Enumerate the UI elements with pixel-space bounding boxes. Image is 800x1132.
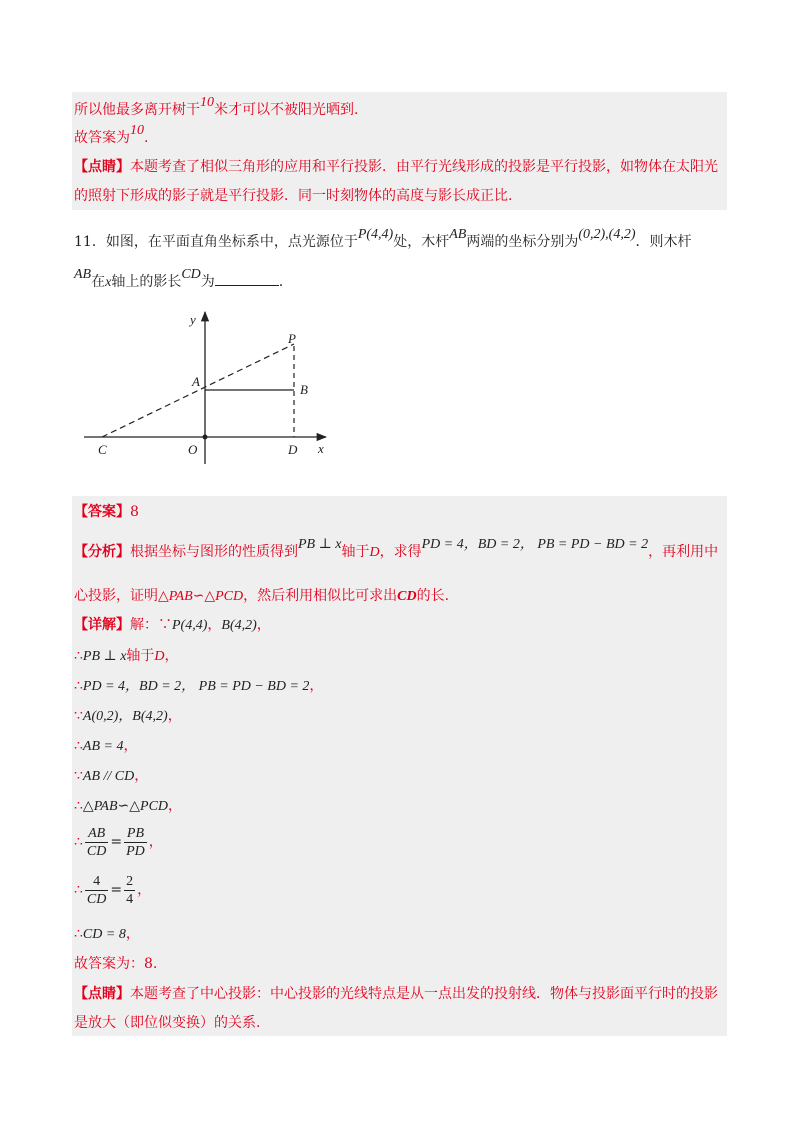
fraction-pb-pd: $\frac{PB}{PD}$ [126, 825, 145, 859]
prev-solution-line-2: 故答案为10. [74, 123, 149, 146]
label-a: A [192, 374, 200, 389]
detail-line-9: ∴CD = 8， [74, 926, 140, 942]
detail-line-1: ∴PB ⊥ x轴于D， [74, 648, 179, 664]
detail-tag: 【详解】 [74, 617, 130, 633]
fraction-2-4: $\frac{2}{4}$ [126, 873, 134, 907]
detail-line-4: ∴AB = 4， [74, 738, 138, 754]
fraction-ab-cd: $\frac{AB}{CD}$ [86, 825, 107, 859]
label-o: O [188, 442, 198, 457]
answer-tag: 【答案】 [74, 504, 130, 520]
question-number: 11． [74, 234, 106, 250]
tip-tag-2: 【点睛】 [74, 986, 130, 1002]
final-answer-line: 故答案为：8. [74, 956, 158, 972]
tip-line-1: 【点睛】本题考查了中心投影：中心投影的光线特点是从一点出发的投射线．物体与投影面平行时的投影 [74, 986, 718, 1002]
detail-line-7: ∴ $\frac{AB}{CD}$ = $\frac{PB}{PD}$ ， [74, 825, 163, 859]
label-y: y [190, 312, 196, 327]
question-line-1: 11．如图，在平面直角坐标系中，点光源位于P(4,4)处，木杆AB两端的坐标分别为(0,2),(4,2)．则木杆 [74, 227, 692, 250]
label-c: C [98, 442, 107, 457]
label-x: x [318, 441, 324, 456]
label-d: D [288, 442, 298, 457]
tip-line-2: 是放大（即位似变换）的关系. [74, 1015, 261, 1031]
origin-dot [203, 435, 208, 440]
coordinate-figure [78, 306, 358, 476]
detail-line-6: ∴△PAB∽△PCD， [74, 798, 183, 814]
solution-band-answer [72, 496, 727, 1036]
prev-solution-line-1: 所以他最多离开树干10米才可以不被阳光晒到. [74, 95, 359, 118]
label-p: P [288, 331, 296, 346]
answer-blank [215, 273, 279, 286]
analysis-line-2: 心投影，证明△PAB∽△PCD，然后利用相似比可求出CD的长. [74, 588, 450, 604]
detail-line-8: ∴ $\frac{4}{CD}$ = $\frac{2}{4}$ ， [74, 873, 152, 907]
detail-line-0: 【详解】解：∵P(4,4)，B(4,2)， [74, 617, 271, 633]
question-line-2: AB在x轴上的影长CD为 . [74, 267, 284, 290]
fraction-4-cd: $\frac{4}{CD}$ [86, 873, 107, 907]
detail-line-2: ∴PD = 4，BD = 2， PB = PD − BD = 2， [74, 678, 324, 694]
analysis-tag: 【分析】 [74, 544, 130, 560]
prev-tip-line-2: 的照射下形成的影子就是平行投影．同一时刻物体的高度与影长成正比. [74, 188, 513, 204]
tip-tag: 【点睛】 [74, 159, 130, 175]
label-b: B [300, 382, 308, 397]
analysis-line-1: 【分析】根据坐标与图形的性质得到PB ⊥ x轴于D，求得PD = 4，BD = 2， PB = PD − BD = 2，再利用中 [74, 537, 719, 560]
detail-line-5: ∵AB // CD， [74, 768, 149, 784]
answer-value: 8 [130, 504, 139, 520]
detail-line-3: ∵A(0,2)，B(4,2)， [74, 708, 182, 724]
answer-line [74, 502, 139, 522]
prev-tip-line-1: 【点睛】本题考查了相似三角形的应用和平行投影．由平行光线形成的投影是平行投影，如物体在太阳光 [74, 159, 718, 175]
